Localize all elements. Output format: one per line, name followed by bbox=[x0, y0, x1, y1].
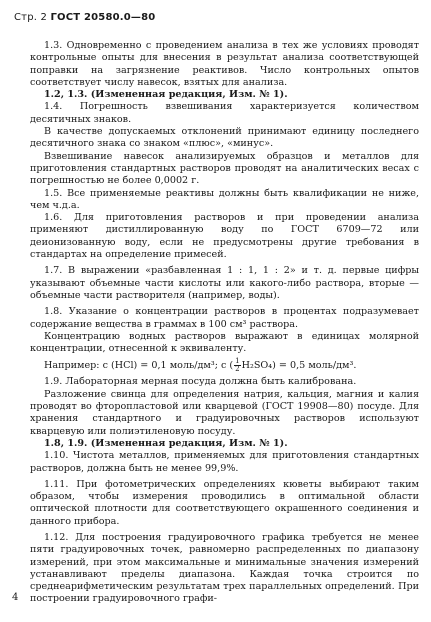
amendment-note: 1.8, 1.9. (Измененная редакция, Изм. № 1). bbox=[44, 437, 288, 449]
paragraph: 1.5. Все применяемые реактивы должны быть квалификации не ниже, чем ч.д.а. bbox=[30, 187, 419, 211]
formula-line bbox=[30, 358, 419, 373]
paragraph: В качестве допускаемых отклонений принимают единицу последнего десятичного знака со знаком «плюс», «минус». bbox=[30, 126, 419, 150]
fraction-numerator: 1 bbox=[235, 357, 240, 366]
paragraph: 1.7. В выражении «разбавленная 1 : 1, 1 : 2» и т. д. первые цифры указывают объемные части кислоты или какого-либо раствора, вторые — объемные части растворителя (например, воды). bbox=[30, 265, 419, 301]
paragraph: Концентрацию водных растворов выражают в единицах молярной концентрации, отнесенной к эквиваленту. bbox=[30, 330, 419, 355]
document-body bbox=[30, 40, 419, 606]
paragraph: 1.8. Указание о концентрации растворов в процентах подразумевает содержание вещества в граммах в 100 см³ раствора. bbox=[30, 306, 419, 330]
header-prefix: Стр. 2 bbox=[14, 12, 48, 23]
header-standard-code: ГОСТ 20580.0—80 bbox=[50, 12, 156, 23]
amendment-note: 1.2, 1.3. (Измененная редакция, Изм. № 1). bbox=[44, 89, 288, 101]
page-header bbox=[14, 12, 155, 23]
page-number: 4 bbox=[12, 592, 19, 603]
fraction bbox=[234, 358, 240, 373]
formula-tail: H₂SO₄) = 0,5 моль/дм³. bbox=[241, 360, 357, 372]
paragraph: 1.9. Лабораторная мерная посуда должна быть калибрована. bbox=[44, 376, 357, 388]
paragraph: 1.11. При фотометрических определениях кюветы выбирают таким образом, чтобы измерения проводились в оптимальной области оптической плотности для соответствующего окрашенного соединения и данного прибора. bbox=[30, 478, 419, 527]
fraction-denominator: 2 bbox=[235, 365, 240, 374]
paragraph: 1.4. Погрешность взвешивания характеризуется количеством десятичных знаков. bbox=[30, 101, 419, 125]
paragraph: 1.6. Для приготовления растворов и при проведении анализа применяют дистиллированную воду по ГОСТ 6709—72 или деионизованную воду, если не предусмотрены другие требования в стандартах на определение примесей. bbox=[30, 212, 419, 261]
paragraph: Разложение свинца для определения натрия, кальция, магния и калия проводят во фторопластовой или кварцевой (ГОСТ 19908—80) посуде. Для хранения стандартного и градуировочных растворов используют кварцевую или полиэтиленовую посуду. bbox=[30, 388, 419, 437]
paragraph: 1.10. Чистота металлов, применяемых для приготовления стандартных растворов, должна быть не менее 99,9%. bbox=[30, 450, 419, 474]
formula-lead: Например: с (HCl) = 0,1 моль/дм³; с ( bbox=[44, 360, 234, 372]
paragraph: 1.12. Для построения градуировочного графика требуется не менее пяти градуировочных точек, равномерно распределенных по диапазону измерений, при этом максимальные и минимальные значения измерений устанавливают пределы диапазона. Каждая точка строится по среднеарифметическим результатам трех параллельных определений. При построении градуировочного графи- bbox=[30, 531, 419, 605]
paragraph: 1.3. Одновременно с проведением анализа в тех же условиях проводят контрольные опыты для внесения в результат анализа соответствующей поправки на загрязнение реактивов. Число контрольных опытов соответствует числу навесок, взятых для анализа. bbox=[30, 40, 419, 88]
paragraph: Взвешивание навесок анализируемых образцов и металлов для приготовления стандартных растворов проводят на аналитических весах с погрешностью не более 0,0002 г. bbox=[30, 150, 419, 187]
